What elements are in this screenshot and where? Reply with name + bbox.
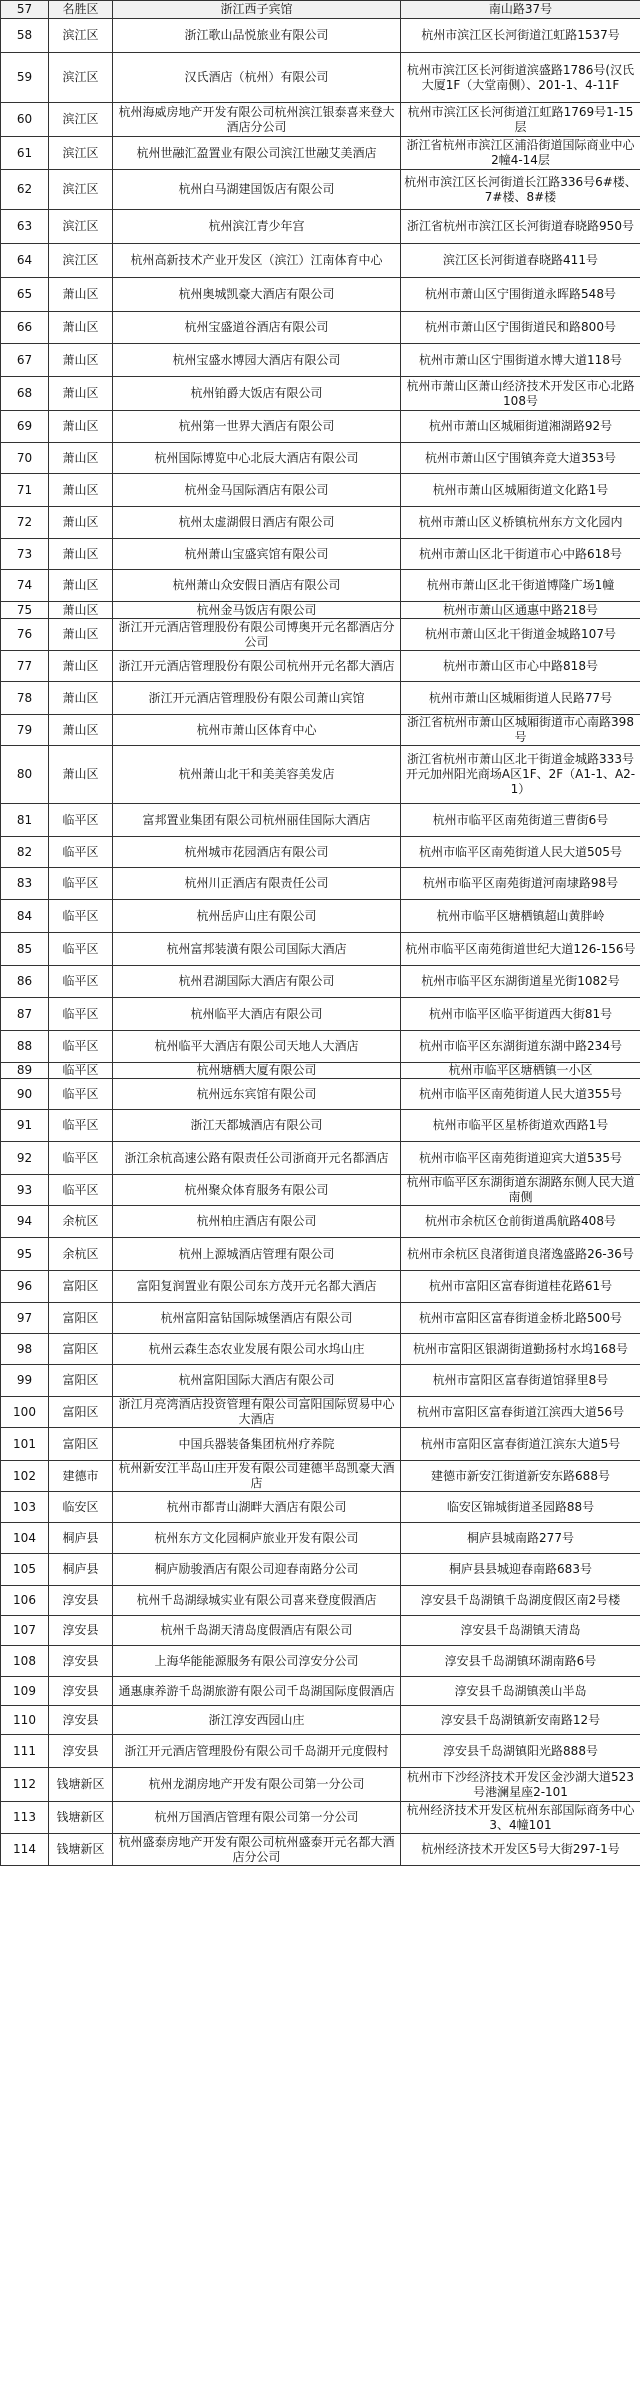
row-address: 杭州市临平区临平街道西大街81号 — [401, 998, 640, 1031]
row-index: 88 — [1, 1031, 49, 1063]
row-address: 桐庐县县城迎春南路683号 — [401, 1554, 640, 1586]
row-address: 杭州市临平区南苑街道河南埭路98号 — [401, 868, 640, 900]
row-address: 杭州市临平区东湖街道东湖路东侧人民大道南侧 — [401, 1175, 640, 1206]
row-address: 杭州市临平区南苑街道人民大道355号 — [401, 1079, 640, 1110]
row-address: 杭州市临平区塘栖镇一小区 — [401, 1063, 640, 1079]
row-index: 75 — [1, 602, 49, 619]
row-hotel-name: 浙江淳安西园山庄 — [113, 1706, 401, 1735]
row-district: 滨江区 — [49, 244, 113, 278]
row-index: 107 — [1, 1616, 49, 1646]
row-hotel-name: 杭州萧山宝盛宾馆有限公司 — [113, 539, 401, 570]
row-hotel-name: 杭州千岛湖绿城实业有限公司喜来登度假酒店 — [113, 1586, 401, 1616]
row-hotel-name: 杭州市都青山湖畔大酒店有限公司 — [113, 1492, 401, 1523]
row-address: 杭州市富阳区富春街道江滨西大道56号 — [401, 1397, 640, 1428]
row-address: 杭州市萧山区北干街道金城路107号 — [401, 619, 640, 651]
table-row — [1, 411, 640, 443]
row-hotel-name: 杭州奥城凯豪大酒店有限公司 — [113, 278, 401, 312]
row-hotel-name: 杭州金马国际酒店有限公司 — [113, 474, 401, 507]
row-hotel-name: 浙江歌山品悦旅业有限公司 — [113, 19, 401, 53]
row-index: 74 — [1, 570, 49, 602]
row-district: 富阳区 — [49, 1365, 113, 1397]
row-district: 余杭区 — [49, 1206, 113, 1238]
row-hotel-name: 浙江开元酒店管理股份有限公司千岛湖开元度假村 — [113, 1735, 401, 1768]
table-row — [1, 1834, 640, 1866]
row-address: 杭州市萧山区宁围街道民和路800号 — [401, 312, 640, 344]
row-address: 杭州市余杭区仓前街道禹航路408号 — [401, 1206, 640, 1238]
row-index: 71 — [1, 474, 49, 507]
row-index: 65 — [1, 278, 49, 312]
row-district: 临平区 — [49, 804, 113, 837]
row-district: 临平区 — [49, 998, 113, 1031]
row-hotel-name: 浙江西子宾馆 — [113, 1, 401, 19]
row-index: 86 — [1, 966, 49, 998]
row-address: 桐庐县城南路277号 — [401, 1523, 640, 1554]
row-district: 富阳区 — [49, 1397, 113, 1428]
row-index: 68 — [1, 377, 49, 411]
row-address: 杭州市萧山区通惠中路218号 — [401, 602, 640, 619]
row-address: 杭州市萧山区萧山经济技术开发区市心北路108号 — [401, 377, 640, 411]
row-address: 杭州市萧山区城厢街道人民路77号 — [401, 682, 640, 715]
row-address: 杭州经济技术开发区杭州东部国际商务中心3、4幢101 — [401, 1802, 640, 1834]
row-district: 萧山区 — [49, 602, 113, 619]
table-row — [1, 804, 640, 837]
table-row — [1, 507, 640, 539]
table-row — [1, 1, 640, 19]
table-row — [1, 1238, 640, 1271]
row-hotel-name: 杭州金马饭店有限公司 — [113, 602, 401, 619]
row-hotel-name: 杭州宝盛水博园大酒店有限公司 — [113, 344, 401, 377]
row-index: 93 — [1, 1175, 49, 1206]
row-index: 69 — [1, 411, 49, 443]
row-district: 滨江区 — [49, 19, 113, 53]
row-address: 杭州市临平区塘栖镇超山黄胖岭 — [401, 900, 640, 933]
table-row — [1, 474, 640, 507]
row-district: 临平区 — [49, 1063, 113, 1079]
row-hotel-name: 杭州君湖国际大酒店有限公司 — [113, 966, 401, 998]
row-index: 72 — [1, 507, 49, 539]
table-row — [1, 682, 640, 715]
table-row — [1, 900, 640, 933]
table-row — [1, 1428, 640, 1461]
row-district: 临平区 — [49, 966, 113, 998]
table-row — [1, 1802, 640, 1834]
row-hotel-name: 杭州滨江青少年宫 — [113, 210, 401, 244]
row-district: 临平区 — [49, 837, 113, 868]
row-hotel-name: 杭州临平大酒店有限公司 — [113, 998, 401, 1031]
row-district: 萧山区 — [49, 682, 113, 715]
row-district: 萧山区 — [49, 651, 113, 682]
row-index: 99 — [1, 1365, 49, 1397]
row-index: 94 — [1, 1206, 49, 1238]
row-address: 杭州市富阳区富春街道馆驿里8号 — [401, 1365, 640, 1397]
row-index: 66 — [1, 312, 49, 344]
table-row — [1, 715, 640, 746]
row-index: 110 — [1, 1706, 49, 1735]
row-district: 淳安县 — [49, 1616, 113, 1646]
row-hotel-name: 杭州千岛湖天清岛度假酒店有限公司 — [113, 1616, 401, 1646]
row-hotel-name: 富阳复润置业有限公司东方茂开元名都大酒店 — [113, 1271, 401, 1303]
row-index: 59 — [1, 53, 49, 103]
row-district: 富阳区 — [49, 1334, 113, 1365]
row-index: 96 — [1, 1271, 49, 1303]
table-row — [1, 377, 640, 411]
row-index: 109 — [1, 1677, 49, 1706]
table-row — [1, 933, 640, 966]
row-district: 淳安县 — [49, 1735, 113, 1768]
row-district: 淳安县 — [49, 1646, 113, 1677]
row-district: 萧山区 — [49, 746, 113, 804]
row-district: 滨江区 — [49, 103, 113, 137]
row-district: 滨江区 — [49, 210, 113, 244]
row-district: 滨江区 — [49, 170, 113, 210]
row-index: 78 — [1, 682, 49, 715]
row-hotel-name: 杭州上源城酒店管理有限公司 — [113, 1238, 401, 1271]
table-row — [1, 137, 640, 170]
row-index: 57 — [1, 1, 49, 19]
row-address: 杭州市富阳区富春街道桂花路61号 — [401, 1271, 640, 1303]
row-district: 淳安县 — [49, 1706, 113, 1735]
row-address: 淳安县千岛湖镇环湖南路6号 — [401, 1646, 640, 1677]
row-index: 105 — [1, 1554, 49, 1586]
row-hotel-name: 杭州远东宾馆有限公司 — [113, 1079, 401, 1110]
row-index: 90 — [1, 1079, 49, 1110]
row-hotel-name: 杭州川正酒店有限责任公司 — [113, 868, 401, 900]
row-address: 浙江省杭州市滨江区浦沿街道国际商业中心2幢4-14层 — [401, 137, 640, 170]
row-hotel-name: 汉氏酒店（杭州）有限公司 — [113, 53, 401, 103]
row-index: 87 — [1, 998, 49, 1031]
row-index: 81 — [1, 804, 49, 837]
row-index: 92 — [1, 1142, 49, 1175]
row-index: 76 — [1, 619, 49, 651]
row-district: 名胜区 — [49, 1, 113, 19]
row-index: 84 — [1, 900, 49, 933]
row-hotel-name: 杭州万国酒店管理有限公司第一分公司 — [113, 1802, 401, 1834]
row-index: 100 — [1, 1397, 49, 1428]
table-row — [1, 1142, 640, 1175]
row-hotel-name: 浙江月亮湾酒店投资管理有限公司富阳国际贸易中心大酒店 — [113, 1397, 401, 1428]
row-district: 建德市 — [49, 1461, 113, 1492]
row-index: 111 — [1, 1735, 49, 1768]
row-district: 萧山区 — [49, 539, 113, 570]
row-index: 58 — [1, 19, 49, 53]
row-district: 桐庐县 — [49, 1523, 113, 1554]
row-hotel-name: 杭州柏庄酒店有限公司 — [113, 1206, 401, 1238]
row-hotel-name: 杭州富阳国际大酒店有限公司 — [113, 1365, 401, 1397]
row-index: 60 — [1, 103, 49, 137]
row-address: 杭州市富阳区富春街道江滨东大道5号 — [401, 1428, 640, 1461]
row-address: 杭州市萧山区北干街道博隆广场1幢 — [401, 570, 640, 602]
row-district: 临安区 — [49, 1492, 113, 1523]
row-address: 杭州市临平区南苑街道人民大道505号 — [401, 837, 640, 868]
row-district: 萧山区 — [49, 443, 113, 474]
row-district: 临平区 — [49, 933, 113, 966]
row-district: 萧山区 — [49, 570, 113, 602]
row-index: 62 — [1, 170, 49, 210]
row-district: 萧山区 — [49, 715, 113, 746]
row-address: 南山路37号 — [401, 1, 640, 19]
row-district: 富阳区 — [49, 1271, 113, 1303]
row-hotel-name: 杭州新安江半岛山庄开发有限公司建德半岛凯豪大酒店 — [113, 1461, 401, 1492]
row-district: 淳安县 — [49, 1586, 113, 1616]
row-hotel-name: 浙江余杭高速公路有限责任公司浙商开元名都酒店 — [113, 1142, 401, 1175]
row-district: 萧山区 — [49, 411, 113, 443]
row-hotel-name: 杭州第一世界大酒店有限公司 — [113, 411, 401, 443]
row-hotel-name: 浙江天都城酒店有限公司 — [113, 1110, 401, 1142]
table-row — [1, 651, 640, 682]
row-index: 77 — [1, 651, 49, 682]
row-index: 80 — [1, 746, 49, 804]
row-hotel-name: 杭州萧山众安假日酒店有限公司 — [113, 570, 401, 602]
row-address: 淳安县千岛湖镇羡山半岛 — [401, 1677, 640, 1706]
row-index: 61 — [1, 137, 49, 170]
row-address: 滨江区长河街道春晓路411号 — [401, 244, 640, 278]
row-address: 杭州市萧山区宁围街道水博大道118号 — [401, 344, 640, 377]
row-address: 临安区锦城街道圣园路88号 — [401, 1492, 640, 1523]
row-index: 67 — [1, 344, 49, 377]
row-index: 112 — [1, 1768, 49, 1802]
table-row — [1, 278, 640, 312]
table-row — [1, 966, 640, 998]
table-row — [1, 312, 640, 344]
row-address: 杭州市临平区南苑街道迎宾大道535号 — [401, 1142, 640, 1175]
row-hotel-name: 杭州城市花园酒店有限公司 — [113, 837, 401, 868]
row-address: 浙江省杭州市滨江区长河街道春晓路950号 — [401, 210, 640, 244]
row-hotel-name: 上海华能能源服务有限公司淳安分公司 — [113, 1646, 401, 1677]
table-row — [1, 443, 640, 474]
row-index: 83 — [1, 868, 49, 900]
row-district: 富阳区 — [49, 1428, 113, 1461]
table-row — [1, 1523, 640, 1554]
row-district: 临平区 — [49, 1031, 113, 1063]
row-index: 102 — [1, 1461, 49, 1492]
row-hotel-name: 杭州萧山北干和美美容美发店 — [113, 746, 401, 804]
table-row — [1, 170, 640, 210]
table-row — [1, 539, 640, 570]
table-row — [1, 746, 640, 804]
row-hotel-name: 杭州铂爵大饭店有限公司 — [113, 377, 401, 411]
table-row — [1, 1492, 640, 1523]
row-hotel-name: 杭州国际博览中心北辰大酒店有限公司 — [113, 443, 401, 474]
row-index: 70 — [1, 443, 49, 474]
table-row — [1, 1554, 640, 1586]
row-district: 淳安县 — [49, 1677, 113, 1706]
row-district: 萧山区 — [49, 377, 113, 411]
row-hotel-name: 中国兵器装备集团杭州疗养院 — [113, 1428, 401, 1461]
row-index: 104 — [1, 1523, 49, 1554]
row-address: 杭州市萧山区城厢街道湘湖路92号 — [401, 411, 640, 443]
row-address: 杭州市临平区南苑街道世纪大道126-156号 — [401, 933, 640, 966]
table-row — [1, 1397, 640, 1428]
row-district: 临平区 — [49, 868, 113, 900]
row-index: 113 — [1, 1802, 49, 1834]
table-row — [1, 210, 640, 244]
table-row — [1, 1365, 640, 1397]
table-row — [1, 1063, 640, 1079]
row-hotel-name: 杭州海威房地产开发有限公司杭州滨江银泰喜来登大酒店分公司 — [113, 103, 401, 137]
row-hotel-name: 杭州盛泰房地产开发有限公司杭州盛泰开元名都大酒店分公司 — [113, 1834, 401, 1866]
row-district: 萧山区 — [49, 619, 113, 651]
row-hotel-name: 杭州聚众体育服务有限公司 — [113, 1175, 401, 1206]
table-row — [1, 103, 640, 137]
row-address: 杭州市下沙经济技术开发区金沙湖大道523号港澜星座2-101 — [401, 1768, 640, 1802]
table-row — [1, 53, 640, 103]
row-hotel-name: 杭州高新技术产业开发区（滨江）江南体育中心 — [113, 244, 401, 278]
row-district: 滨江区 — [49, 53, 113, 103]
row-index: 103 — [1, 1492, 49, 1523]
row-hotel-name: 杭州云森生态农业发展有限公司水坞山庄 — [113, 1334, 401, 1365]
row-hotel-name: 杭州市萧山区体育中心 — [113, 715, 401, 746]
table-row — [1, 1303, 640, 1334]
row-index: 98 — [1, 1334, 49, 1365]
row-hotel-name: 杭州白马湖建国饭店有限公司 — [113, 170, 401, 210]
row-hotel-name: 杭州宝盛道谷酒店有限公司 — [113, 312, 401, 344]
row-address: 淳安县千岛湖镇天清岛 — [401, 1616, 640, 1646]
table-row — [1, 1768, 640, 1802]
row-address: 杭州市富阳区富春街道金桥北路500号 — [401, 1303, 640, 1334]
row-address: 杭州市临平区东湖街道星光街1082号 — [401, 966, 640, 998]
row-index: 82 — [1, 837, 49, 868]
table-row — [1, 1031, 640, 1063]
row-address: 浙江省杭州市萧山区城厢街道市心南路398号 — [401, 715, 640, 746]
row-index: 63 — [1, 210, 49, 244]
row-district: 桐庐县 — [49, 1554, 113, 1586]
row-address: 杭州市余杭区良渚街道良渚逸盛路26-36号 — [401, 1238, 640, 1271]
row-index: 101 — [1, 1428, 49, 1461]
row-address: 杭州市萧山区宁围镇奔竞大道353号 — [401, 443, 640, 474]
row-hotel-name: 杭州塘栖大厦有限公司 — [113, 1063, 401, 1079]
row-hotel-name: 浙江开元酒店管理股份有限公司博奥开元名都酒店分公司 — [113, 619, 401, 651]
table-row — [1, 1706, 640, 1735]
row-hotel-name: 杭州世融汇盈置业有限公司滨江世融艾美酒店 — [113, 137, 401, 170]
table-row — [1, 1271, 640, 1303]
row-address: 浙江省杭州市萧山区北干街道金城路333号开元加州阳光商场A区1F、2F（A1-1、A2-1） — [401, 746, 640, 804]
row-district: 富阳区 — [49, 1303, 113, 1334]
row-address: 杭州市富阳区银湖街道勤扬村水坞168号 — [401, 1334, 640, 1365]
row-district: 钱塘新区 — [49, 1768, 113, 1802]
table-row — [1, 1334, 640, 1365]
row-address: 淳安县千岛湖镇阳光路888号 — [401, 1735, 640, 1768]
row-district: 钱塘新区 — [49, 1802, 113, 1834]
row-address: 淳安县千岛湖镇千岛湖度假区南2号楼 — [401, 1586, 640, 1616]
table-row — [1, 244, 640, 278]
row-hotel-name: 通惠康养游千岛湖旅游有限公司千岛湖国际度假酒店 — [113, 1677, 401, 1706]
row-index: 95 — [1, 1238, 49, 1271]
row-district: 临平区 — [49, 1175, 113, 1206]
table-row — [1, 998, 640, 1031]
row-district: 萧山区 — [49, 312, 113, 344]
row-district: 钱塘新区 — [49, 1834, 113, 1866]
row-hotel-name: 富邦置业集团有限公司杭州丽佳国际大酒店 — [113, 804, 401, 837]
row-index: 108 — [1, 1646, 49, 1677]
row-address: 杭州经济技术开发区5号大街297-1号 — [401, 1834, 640, 1866]
row-address: 杭州市临平区南苑街道三曹街6号 — [401, 804, 640, 837]
row-district: 余杭区 — [49, 1238, 113, 1271]
row-address: 杭州市滨江区长河街道江虹路1537号 — [401, 19, 640, 53]
row-hotel-name: 杭州岳庐山庄有限公司 — [113, 900, 401, 933]
row-address: 杭州市萧山区宁围街道永晖路548号 — [401, 278, 640, 312]
row-address: 杭州市临平区东湖街道东湖中路234号 — [401, 1031, 640, 1063]
table-row — [1, 1079, 640, 1110]
row-address: 建德市新安江街道新安东路688号 — [401, 1461, 640, 1492]
table-row — [1, 602, 640, 619]
table-row — [1, 1677, 640, 1706]
table-row — [1, 1586, 640, 1616]
row-index: 85 — [1, 933, 49, 966]
row-district: 萧山区 — [49, 278, 113, 312]
table-row — [1, 1616, 640, 1646]
row-address: 杭州市滨江区长河街道长江路336号6#楼、7#楼、8#楼 — [401, 170, 640, 210]
row-index: 91 — [1, 1110, 49, 1142]
table-row — [1, 837, 640, 868]
row-hotel-name: 浙江开元酒店管理股份有限公司萧山宾馆 — [113, 682, 401, 715]
row-index: 64 — [1, 244, 49, 278]
row-address: 杭州市萧山区北干街道市心中路618号 — [401, 539, 640, 570]
table-row — [1, 19, 640, 53]
row-hotel-name: 浙江开元酒店管理股份有限公司杭州开元名都大酒店 — [113, 651, 401, 682]
row-address: 杭州市萧山区城厢街道文化路1号 — [401, 474, 640, 507]
row-district: 临平区 — [49, 1142, 113, 1175]
row-district: 萧山区 — [49, 344, 113, 377]
row-district: 萧山区 — [49, 474, 113, 507]
row-district: 临平区 — [49, 900, 113, 933]
row-hotel-name: 杭州龙湖房地产开发有限公司第一分公司 — [113, 1768, 401, 1802]
row-address: 杭州市滨江区长河街道江虹路1769号1-15层 — [401, 103, 640, 137]
row-hotel-name: 杭州太虚湖假日酒店有限公司 — [113, 507, 401, 539]
table-row — [1, 1175, 640, 1206]
row-index: 106 — [1, 1586, 49, 1616]
row-hotel-name: 杭州富阳富钻国际城堡酒店有限公司 — [113, 1303, 401, 1334]
table-row — [1, 1646, 640, 1677]
table-row — [1, 344, 640, 377]
row-index: 97 — [1, 1303, 49, 1334]
table-row — [1, 868, 640, 900]
row-address: 杭州市萧山区市心中路818号 — [401, 651, 640, 682]
row-hotel-name: 杭州东方文化园桐庐旅业开发有限公司 — [113, 1523, 401, 1554]
row-district: 萧山区 — [49, 507, 113, 539]
row-index: 114 — [1, 1834, 49, 1866]
row-district: 临平区 — [49, 1079, 113, 1110]
table-row — [1, 1110, 640, 1142]
table-row — [1, 570, 640, 602]
row-hotel-name: 杭州临平大酒店有限公司天地人大酒店 — [113, 1031, 401, 1063]
row-index: 79 — [1, 715, 49, 746]
table-row — [1, 1461, 640, 1492]
row-hotel-name: 桐庐励骏酒店有限公司迎春南路分公司 — [113, 1554, 401, 1586]
table-row — [1, 1735, 640, 1768]
row-address: 杭州市滨江区长河街道滨盛路1786号(汉氏大厦1F（大堂南侧）、201-1、4-11F — [401, 53, 640, 103]
row-district: 滨江区 — [49, 137, 113, 170]
row-index: 73 — [1, 539, 49, 570]
row-address: 淳安县千岛湖镇新安南路12号 — [401, 1706, 640, 1735]
row-address: 杭州市临平区星桥街道欢西路1号 — [401, 1110, 640, 1142]
row-district: 临平区 — [49, 1110, 113, 1142]
row-index: 89 — [1, 1063, 49, 1079]
table-row — [1, 619, 640, 651]
row-address: 杭州市萧山区义桥镇杭州东方文化园内 — [401, 507, 640, 539]
row-hotel-name: 杭州富邦装潢有限公司国际大酒店 — [113, 933, 401, 966]
table-row — [1, 1206, 640, 1238]
